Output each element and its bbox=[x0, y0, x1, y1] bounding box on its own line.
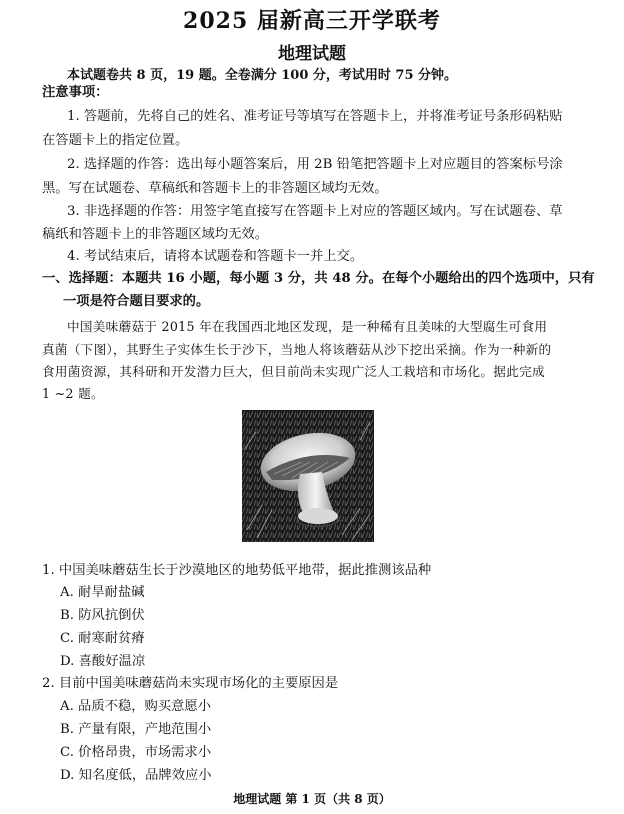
exam-title: 2025 届新高三开学联考 bbox=[183, 8, 441, 34]
notice-item-4: 4. 考试结束后，请将本试题卷和答题卡一并上交。 bbox=[67, 249, 364, 264]
question-1-option-b: B. 防风抗倒伏 bbox=[60, 608, 145, 623]
exam-subject: 地理试题 bbox=[278, 44, 346, 64]
page-footer: 地理试题 第 1 页（共 8 页） bbox=[233, 792, 391, 806]
question-1-option-c: C. 耐寒耐贫瘠 bbox=[60, 631, 145, 646]
notice-item-1-line-2: 在答题卡上的指定位置。 bbox=[42, 133, 189, 148]
passage-line-2: 真菌（下图），其野生子实体生长于沙下，当地人将该蘑菇从沙下挖出采摘。作为一种新的 bbox=[42, 342, 552, 357]
question-2-option-b: B. 产量有限，产地范围小 bbox=[60, 722, 212, 737]
question-1-option-a: A. 耐旱耐盐碱 bbox=[60, 585, 145, 600]
notice-item-2-line-1: 2. 选择题的作答：选出每小题答案后，用 2B 铅笔把答题卡上对应题目的答案标号涂 bbox=[67, 157, 563, 172]
question-2-stem: 2. 目前中国美味蘑菇尚未实现市场化的主要原因是 bbox=[42, 676, 339, 691]
question-2-option-d: D. 知名度低，品牌效应小 bbox=[60, 768, 212, 783]
passage-line-4: 1 ~2 题。 bbox=[42, 386, 104, 401]
notice-item-1-line-1: 1. 答题前，先将自己的姓名、准考证号等填写在答题卡上，并将准考证号条形码粘贴 bbox=[67, 109, 563, 124]
question-1-option-d: D. 喜酸好温凉 bbox=[60, 654, 146, 669]
question-2-option-a: A. 品质不稳，购买意愿小 bbox=[60, 699, 212, 714]
section-heading-line-2: 一项是符合题目要求的。 bbox=[63, 294, 210, 309]
notice-item-2-line-2: 黑。写在试题卷、草稿纸和答题卡上的非答题区域均无效。 bbox=[42, 181, 388, 196]
mushroom-photo bbox=[242, 410, 374, 542]
exam-info: 本试题卷共 8 页，19 题。全卷满分 100 分，考试用时 75 分钟。 bbox=[67, 68, 458, 83]
passage-line-1: 中国美味蘑菇于 2015 年在我国西北地区发现，是一种稀有且美味的大型腐生可食用 bbox=[67, 319, 548, 334]
notice-item-3-line-1: 3. 非选择题的作答：用签字笔直接写在答题卡上对应的答题区域内。写在试题卷、草 bbox=[67, 204, 563, 219]
notice-heading: 注意事项： bbox=[42, 85, 109, 100]
question-1-stem: 1. 中国美味蘑菇生长于沙漠地区的地势低平地带，据此推测该品种 bbox=[42, 563, 432, 578]
passage-line-3: 食用菌资源，其科研和开发潜力巨大，但目前尚未实现广泛人工栽培和市场化。据此完成 bbox=[42, 364, 545, 379]
question-2-option-c: C. 价格昂贵，市场需求小 bbox=[60, 745, 212, 760]
notice-item-3-line-2: 稿纸和答题卡上的非答题区域均无效。 bbox=[42, 227, 269, 242]
section-heading-line-1: 一、选择题：本题共 16 小题，每小题 3 分，共 48 分。在每个小题给出的四个选项中，只有 bbox=[42, 271, 595, 286]
